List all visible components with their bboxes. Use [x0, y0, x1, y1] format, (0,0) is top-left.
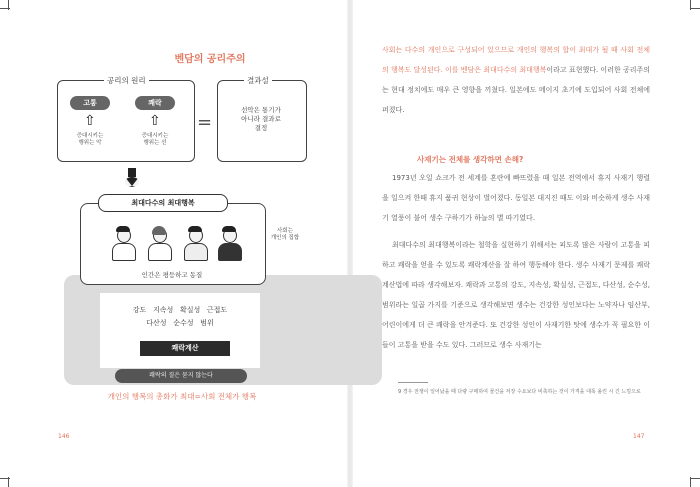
pain-pill: 고통 — [70, 96, 110, 110]
person-icon — [146, 226, 172, 262]
book-gutter — [347, 0, 353, 487]
principle-box — [57, 80, 195, 162]
equals-sign: = — [197, 112, 213, 133]
equality-text: 인간은 평등하고 동질 — [141, 271, 203, 279]
greatest-happiness-label: 최대다수의 최대행복 — [98, 194, 228, 212]
criteria-line-1: 강도 지속성 확실성 근접도 — [132, 306, 228, 314]
principle-label: 공리의 원리 — [104, 75, 149, 86]
crop-mark — [690, 8, 700, 9]
person-icon — [216, 226, 242, 262]
paragraph-2: 1973년 오일 쇼크가 전 세계를 혼란에 빠뜨렸을 때 일본 전역에서 휴지 사재기 행렬을 일으켜 한때 휴지 품귀 현상이 벌어졌다. 동일본 대지진 때도 이와 비슷하게 생수 사재기 열풍이 불어 생수 구하기가 하늘의 별 따기였다. — [382, 174, 650, 222]
people-illustration — [108, 226, 248, 262]
pleasure-desc: 증대시키는 행위는 선 — [141, 133, 169, 146]
down-arrow-icon — [125, 168, 139, 186]
pain-desc: 증대시키는 행위는 악 — [76, 133, 104, 146]
bottom-caption: 개인의 행복의 총화가 최대=사회 전체가 행복 — [107, 392, 257, 401]
person-icon — [182, 226, 208, 262]
person-icon — [110, 226, 136, 262]
consequence-text: 선악은 통기가 아니라 결과로 결정 — [241, 106, 281, 132]
crop-mark — [0, 8, 10, 9]
footnote: 9 경우 전쟁이 일어났을 때 다량 구매하여 물건을 저장 수요보다 비축하는 것이 가격을 대폭 올린 시 긴 느낌으로 — [398, 389, 641, 395]
subheading: 사재기는 전체를 생각하면 손해? — [417, 155, 524, 164]
crop-mark — [0, 478, 10, 479]
crop-mark — [690, 478, 700, 479]
page-number-right: 147 — [633, 433, 645, 440]
consequence-label: 결과설 — [244, 75, 272, 86]
up-arrow-icon: ⇧ — [149, 113, 161, 129]
society-note: 사회는 개인의 집합 — [270, 228, 300, 241]
diagram-title: 벤담의 공리주의 — [174, 54, 246, 65]
page-number-left: 146 — [58, 433, 70, 440]
paragraph-3: 최대다수의 최대행복이라는 철학을 실현하기 위해서는 피도록 많은 사람이 고통을 피하고 쾌락을 얻을 수 있도록 쾌락계산을 잘 하여 행동해야 한다. 생수 사재기 문제를 쾌락계산법에 따라 생각해보자. 쾌락과 고통의 강도, 지속성, 확실성, 근접도, 다산성, 순수성, 범위라는 일곱 가지를 기준으로 생각해보면 생수는 건강한 성인보다는 노약자나 임산부, 어린이에게 더 큰 쾌락을 안겨준다. 또 건강한 성인이 사재기한 탓에 생수가 꼭 필요한 이들이 고통을 받을 수도 있다. 그러므로 생수 사재기는 — [382, 241, 650, 349]
pleasure-pill: 쾌락 — [135, 96, 175, 110]
up-arrow-icon: ⇧ — [84, 113, 96, 129]
calc-label: 쾌락계산 — [140, 341, 230, 356]
footnote-rule — [398, 382, 428, 383]
paragraph-1-rest: 이라고 표현했다. 이러한 공리주의는 현대 정치에도 매우 큰 영향을 끼쳤다. 일본에도 메이지 초기에 도입되어 사회 전체에 퍼졌다. — [382, 66, 651, 114]
quality-note: 쾌락의 질은 묻지 않는다 — [115, 369, 247, 383]
criteria-line-2: 다산성 순수성 범위 — [146, 319, 214, 327]
paragraph-1-accent: 사회는 다수의 개인으로 구성되어 있으므로 개인의 행복의 합이 최대가 될 때 사회 전체의 행복도 달성된다. 이를 벤담은 최대다수의 최대행복 — [382, 46, 650, 74]
paragraph-1 — [382, 40, 650, 120]
